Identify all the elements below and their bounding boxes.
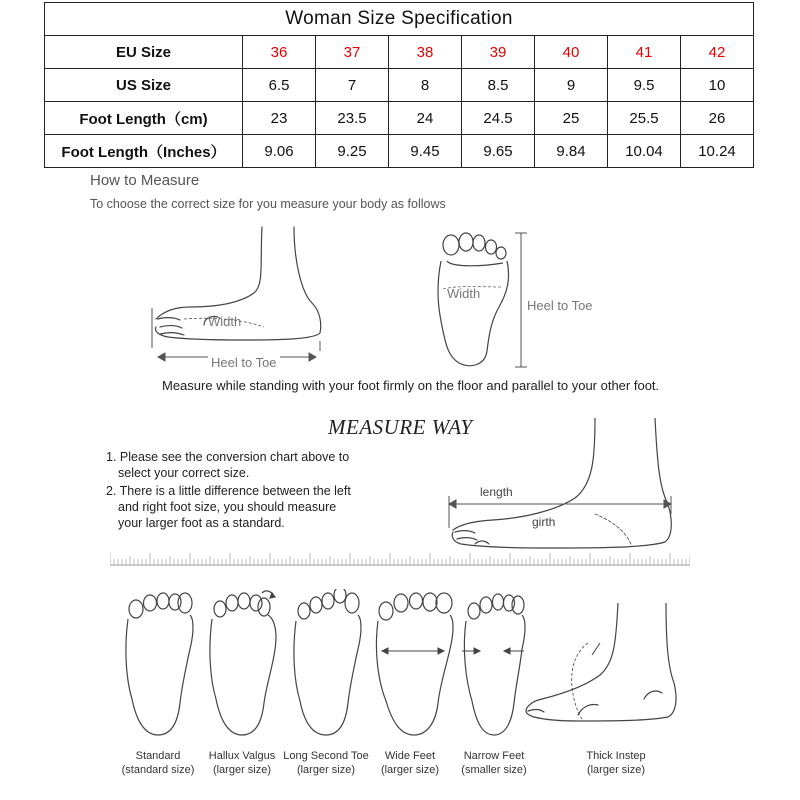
eu-size-label: EU Size: [45, 36, 243, 69]
foot-length-inches-cell: 9.06: [243, 135, 316, 168]
sole-foot-illustration: [429, 231, 539, 371]
eu-size-row: [45, 36, 754, 69]
us-size-cell: 10: [681, 69, 754, 102]
foot-length-cm-cell: 23.5: [316, 102, 389, 135]
foot-thick-instep-illustration: [518, 603, 678, 733]
foot-type-note: (standard size): [121, 764, 195, 776]
foot-type-note: (smaller size): [461, 764, 527, 776]
us-size-cell: 9: [535, 69, 608, 102]
foot-length-cm-cell: 25: [535, 102, 608, 135]
eu-size-cell: 36: [243, 36, 316, 69]
ruler: [110, 551, 690, 567]
foot-length-inches-cell: 9.45: [389, 135, 462, 168]
instruction-2-line-1: 2. There is a little difference between the left: [106, 484, 351, 498]
eu-size-cell: 37: [316, 36, 389, 69]
us-size-row: [45, 69, 754, 102]
how-to-measure-panel: [84, 168, 714, 400]
foot-length-inches-row: [45, 135, 754, 168]
size-table-title: Woman Size Specification: [45, 3, 754, 36]
size-table-title-row: [45, 3, 754, 36]
foot-length-inches-cell: 9.84: [535, 135, 608, 168]
foot-standard-illustration: [122, 589, 194, 739]
sole-heel-to-toe-label: Heel to Toe: [527, 298, 593, 313]
size-table: [44, 2, 754, 168]
length-label: length: [480, 485, 513, 499]
measure-way-title: MEASURE WAY: [328, 415, 473, 439]
foot-label-narrow-feet: [451, 749, 537, 777]
sole-width-label: Width: [447, 286, 481, 301]
foot-length-inches-cell: 9.25: [316, 135, 389, 168]
how-to-measure-subtitle: To choose the correct size for you measure your body as follows: [90, 197, 446, 211]
foot-length-cm-row: [45, 102, 754, 135]
foot-label-long-second-toe: [283, 749, 369, 777]
foot-length-cm-cell: 25.5: [608, 102, 681, 135]
measure-way-panel: [100, 403, 720, 788]
foot-length-cm-cell: 24: [389, 102, 462, 135]
side-foot-width-label: Width: [208, 314, 242, 329]
foot-label-standard: [115, 749, 201, 777]
eu-size-cell: 39: [462, 36, 535, 69]
side-foot-width-marker: [144, 223, 344, 373]
foot-wide-feet-illustration: [374, 589, 454, 739]
foot-hallux-valgus-illustration: [206, 587, 278, 739]
instruction-2: [106, 483, 351, 531]
foot-type-name: Long Second Toe: [283, 750, 369, 762]
us-size-cell: 8: [389, 69, 462, 102]
foot-type-name: Hallux Valgus: [208, 750, 276, 762]
foot-length-cm-label: Foot Length（cm): [45, 102, 243, 135]
how-to-measure-caption: Measure while standing with your foot firmly on the floor and parallel to your other foot.: [162, 378, 660, 393]
foot-type-note: (larger size): [212, 764, 272, 776]
foot-length-cm-cell: 24.5: [462, 102, 535, 135]
eu-size-cell: 38: [389, 36, 462, 69]
girth-label: girth: [532, 515, 556, 529]
us-size-cell: 7: [316, 69, 389, 102]
foot-length-inches-cell: 9.65: [462, 135, 535, 168]
eu-size-cell: 40: [535, 36, 608, 69]
us-size-label: US Size: [45, 69, 243, 102]
side-foot-heel-to-toe-label: Heel to Toe: [208, 355, 280, 370]
instruction-2-line-2: and right foot size, you should measure: [118, 500, 337, 514]
foot-type-note: (larger size): [586, 764, 646, 776]
foot-long-second-toe-illustration: [290, 589, 362, 739]
foot-label-hallux-valgus: [199, 749, 285, 777]
foot-length-inches-cell: 10.24: [681, 135, 754, 168]
foot-length-inches-cell: 10.04: [608, 135, 681, 168]
instruction-2-line-3: your larger foot as a standard.: [118, 516, 285, 530]
foot-type-name: Standard: [135, 750, 181, 762]
foot-length-cm-cell: 23: [243, 102, 316, 135]
how-to-measure-title: How to Measure: [90, 172, 200, 189]
eu-size-cell: 42: [681, 36, 754, 69]
instruction-1-line-1: 1. Please see the conversion chart above to: [106, 450, 350, 464]
foot-length-cm-cell: 26: [681, 102, 754, 135]
foot-type-note: (larger size): [380, 764, 440, 776]
instruction-1: [106, 449, 349, 481]
us-size-cell: 9.5: [608, 69, 681, 102]
foot-label-thick-instep: [573, 749, 659, 777]
foot-length-inches-label: Foot Length（Inches）: [45, 135, 243, 168]
us-size-cell: 6.5: [243, 69, 316, 102]
eu-size-cell: 41: [608, 36, 681, 69]
foot-type-name: Wide Feet: [384, 750, 436, 762]
us-size-cell: 8.5: [462, 69, 535, 102]
foot-label-wide-feet: [367, 749, 453, 777]
foot-type-name: Thick Instep: [586, 750, 646, 762]
foot-type-name: Narrow Feet: [463, 750, 525, 762]
instruction-1-line-2: select your correct size.: [118, 466, 250, 480]
foot-type-note: (larger size): [296, 764, 356, 776]
